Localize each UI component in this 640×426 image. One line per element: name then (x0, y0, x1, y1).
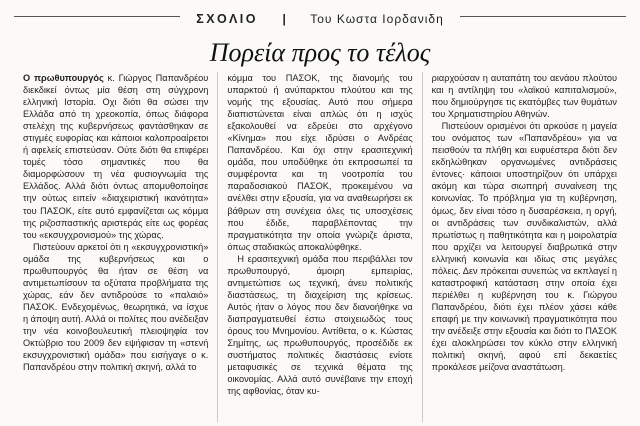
paragraph: Πιστεύουν αρκετοί ότι η «εκσυγχρονιστική» ομάδα της κυβερνήσεως και ο πρωθυπουργός θα ήταν σε θέση να αντιμετωπίσουν τα οξύτατα προβλήματα της χώρας, εάν δεν αντιδρούσε το «παλαιό» ΠΑΣΟΚ. Ενδεχομένως, θεωρητικά, να ίσχυε η άποψη αυτή. Αλλά οι πολίτες που ανέδειξαν την νέα κοινοβουλευτική πλειοψηφία τον Οκτώβριο του 2009 δεν εψήφισαν τη «στενή εκσυγχρονιστική ομάδα» που εισήγαγε ο κ. Παπανδρέου στην πολιτική σκηνή, αλλά το (23, 241, 209, 373)
article-headline: Πορεία προς το τέλος (209, 38, 431, 67)
author-byline: Του Κωστα Ιορδανιδη (302, 12, 452, 26)
lead-word: O πρωθυπουργός (23, 73, 104, 83)
article-body (14, 72, 626, 422)
column-header (0, 10, 640, 28)
article-column-3 (422, 72, 626, 422)
paragraph (23, 72, 208, 241)
paragraph: Πιστεύουν ορισμένοι ότι αρκούσε η μαγεία του ονόματος των «Παπανδρέου» για να πεισθούν τα πλήθη και ευφυέστερα διότι δεν εκδηλώθηκαν οργανωμένες αντιδράσεις έντονες· κάποιοι υποστηρίζουν ότι υπάρχει ακόμη και τώρα σιωπηρή συναίνεση της κοινωνίας. Το πρόβλημα για τη κυβέρνηση, όμως, δεν είναι τόσο η δυσαρέσκεια, η οργή, οι αντιδράσεις των συνδικαλιστών, αλλά πρωτίστως η παθητικότητα και η μοιρολατρία που αρχίζει να λειτουργεί διαβρωτικά στην ελληνική κοινωνία και ιδίως στις μεγάλες πόλεις. Δεν πρόκειται συνεπώς να εκπλαγεί η καταστροφική κατάσταση στην οποία έχει περιέλθει η κυβέρνηση του κ. Γιώργου Παπανδρέου, διότι έχει πλέον χάσει κάθε επαφή με την κοινωνική πραγματικότητα που την ανέδειξε στην εξουσία και διότι το ΠΑΣΟΚ έχει αλοκληρώσει τον κύκλο στην ελληνική πολιτική σκηνή, αφού επί δεκαετίες προκάλεσε μείζονα αναστάτωση. (431, 121, 617, 373)
paragraph: κόμμα του ΠΑΣΟΚ, της διανομής του υπαρκτού ή ανύπαρκτου πλούτου και της νομής της εξουσίας. Αυτό που σήμερα διαπιστώνεται είναι απλώς ότι η ισχύς εξακολουθεί να εδρεύει στο αρχέγονο «Κίνημα» που είχε ιδρύσει ο Ανδρέας Παπανδρέου. Και όχι στην ερασιτεχνική ομάδα, που υποδύθηκε ότι εκπροσωπεί τα συμφέροντα και τη νοοτροπία του παραδοσιακού ΠΑΣΟΚ, προκειμένου να ανέλθει στην εξουσία, για να αναθεωρήσει εκ βάθρων στη συνέχεια όλες τις υποσχέσεις που έδιδε, παραβλέποντας την πραγματικότητα την οποία γνώριζε άριστα, όπως σταδιακώς αποκαλύφθηκε. (227, 73, 413, 252)
paragraph-text: κ. Γιώργος Παπανδρέου διεκδικεί όντως μία θέση στη σύγχρονη ελληνική Ιστορία. Οχι διότι θα σώσει την Ελλάδα από τη χρεοκοπία, όπως διάφορα στελέχη της κυβερνήσεως φαντάσθηκαν σε στιγμές ευφορίας και κάποιοι καλοπροαίρετοι ή αφελείς επιστεύσαν. Ούτε διότι θα επιφέρει τομές τόσο σημαντικές που θα διαμορφώσουν τη νέα φυσιογνωμία της Ελλάδος. Αλλά διότι όντως απομυθοποίησε την ούτως ειπείν «διαχειριστική ικανότητα» του ΠΑΣΟΚ, είτε αυτό εμφανίζεται ως κόμμα της ριζοσπαστικής αριστεράς είτε ως φορέας του «εκσυγχρονισμού» της χώρας. (23, 73, 209, 240)
article-column-2 (217, 72, 421, 422)
section-label: ΣΧΟΛΙΟ (188, 12, 266, 26)
paragraph: ριαρχούσαν η αυταπάτη του αενάου πλούτου και η αντίληψη του «λαϊκού καπιταλισμού», που δημιούργησε τις εκατόμβες των θυμάτων του Χρηματιστηρίου Αθηνών. (431, 73, 617, 120)
paragraph: Η ερασιτεχνική ομάδα που περιβάλλει τον πρωθυπουργό, άμοιρη εμπειρίας, αντιμετώπισε ως τεχνική, άνευ πολιτικής διαστάσεως, τη διαχείριση της κρίσεως. Αυτός ήταν ο λόγος που δεν διανοήθηκε να διαπραγματευθεί έστω στοιχειωδώς τους όρους του Μνημονίου. Αντίθετα, ο κ. Κώστας Σημίτης, ως πρωθυπουργός, προσέδιδε εκ συστήματος πολιτικές διαστάσεις ενίοτε μεταφυσικές σε τεχνικά θέματα της οικονομίας. Αλλά αυτό συνέβαινε την εποχή της αφθονίας, όταν κυ- (227, 253, 413, 397)
article-column-1 (14, 72, 217, 422)
header-separator: | (274, 12, 293, 26)
